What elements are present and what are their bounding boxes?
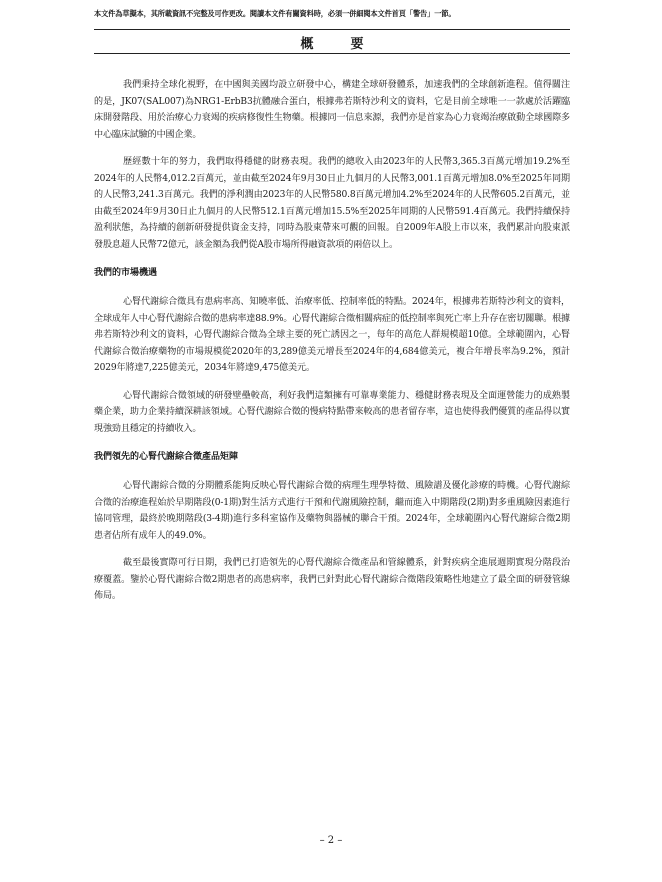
market-paragraph-1: 心腎代謝綜合徵具有患病率高、知曉率低、治療率低、控制率低的特點。2024年，根據弗若斯特沙利文的資料，全球成年人中心腎代謝綜合徵的患病率達88.9%。心腎代謝綜合徵相關病症的低控制率與死亡率上升存在密切關聯。根據弗若斯特沙利文的資料，心腎代謝綜合徵為全球主要的死亡誘因之一，每年的高危人群規模超10億。全球範圍內，心腎代謝綜合徵治療藥物的市場規模從2020年的3,289億美元增長至2024年的4,684億美元，複合年增長率為9.2%，預計2029年將達7,225億美元，2034年將達9,475億美元。 (94, 297, 570, 373)
portfolio-paragraph-1: 心腎代謝綜合徵的分期體系能夠反映心腎代謝綜合徵的病理生理學特徵、風險譜及優化診療的時機。心腎代謝綜合徵的治療進程始於早期階段(0-1期)對生活方式進行干預和代謝風險控制，繼而進入中期階段(2期)對多重風險因素進行協同管理，最終於晚期階段(3-4期)進行多科室協作及藥物與器械的聯合干預。2024年，全球範圍內心腎代謝綜合徵2期患者佔所有成年人的49.0%。 (94, 481, 570, 541)
title-rule-top (94, 29, 570, 30)
draft-warning: 本文件為草擬本，其所載資訊不完整及可作更改。閱讀本文件有關資料時，必須一併細閱本文件首頁「警告」一節。 (94, 9, 456, 18)
intro-paragraph-2: 歷經數十年的努力，我們取得穩健的財務表現。我們的總收入由2023年的人民幣3,365.3百萬元增加19.2%至2024年的人民幣4,012.2百萬元，並由截至2024年9月30日止九個月的人民幣3,001.1百萬元增加8.0%至2025年同期的人民幣3,241.3百萬元。我們的淨利潤由2023年的人民幣580.8百萬元增加4.2%至2024年的人民幣605.2百萬元，並由截至2024年9月30日止九個月的人民幣512.1百萬元增加15.5%至2025年同期的人民幣591.4百萬元。我們持續保持盈利狀態，為持續的創新研發提供資金支持，同時為股東帶來可觀的回報。自2009年A股上市以來，我們累計向股東派發股息超人民幣72億元，該金額為我們從A股市場所得融資款項的兩倍以上。 (94, 157, 570, 250)
section-heading-market: 我們的市場機遇 (94, 268, 158, 278)
portfolio-paragraph-2: 截至最後實際可行日期，我們已打造領先的心腎代謝綜合徵產品和管線體系，針對疾病全進展週期實現分階段治療覆蓋。鑒於心腎代謝綜合徵2期患者的高患病率，我們已針對此心腎代謝綜合徵階段策略性地建立了最全面的研發管線佈局。 (94, 558, 570, 601)
body-content (94, 77, 570, 616)
market-paragraph-2: 心腎代謝綜合徵領域的研發壁壘較高，利好我們這類擁有可靠專業能力、穩健財務表現及全面運營能力的成熟製藥企業，助力企業持續深耕該領域。心腎代謝綜合徵的慢病特點帶來較高的患者留存率，這也使得我們優質的產品得以實現強勁且穩定的持續收入。 (94, 390, 570, 434)
section-heading-portfolio: 我們領先的心腎代謝綜合徵產品矩陣 (94, 452, 239, 462)
title-rule-bottom (94, 53, 570, 54)
intro-paragraph-1: 我們秉持全球化視野，在中國與美國均設立研發中心，構建全球研發體系，加速我們的全球創新進程。值得關注的是，JK07(SAL007)為NRG1-ErbB3抗體融合蛋白，根據弗若斯特沙利文的資料，它是目前全球唯一一款處於活躍臨床開發階段、用於治療心力衰竭的疾病修復性生物藥。根據同一信息來源，我們亦是首家為心力衰竭治療啟動全球國際多中心臨床試驗的中國企業。 (94, 80, 570, 140)
page-number: – 2 – (319, 835, 343, 846)
page-title: 概 要 (300, 37, 376, 52)
